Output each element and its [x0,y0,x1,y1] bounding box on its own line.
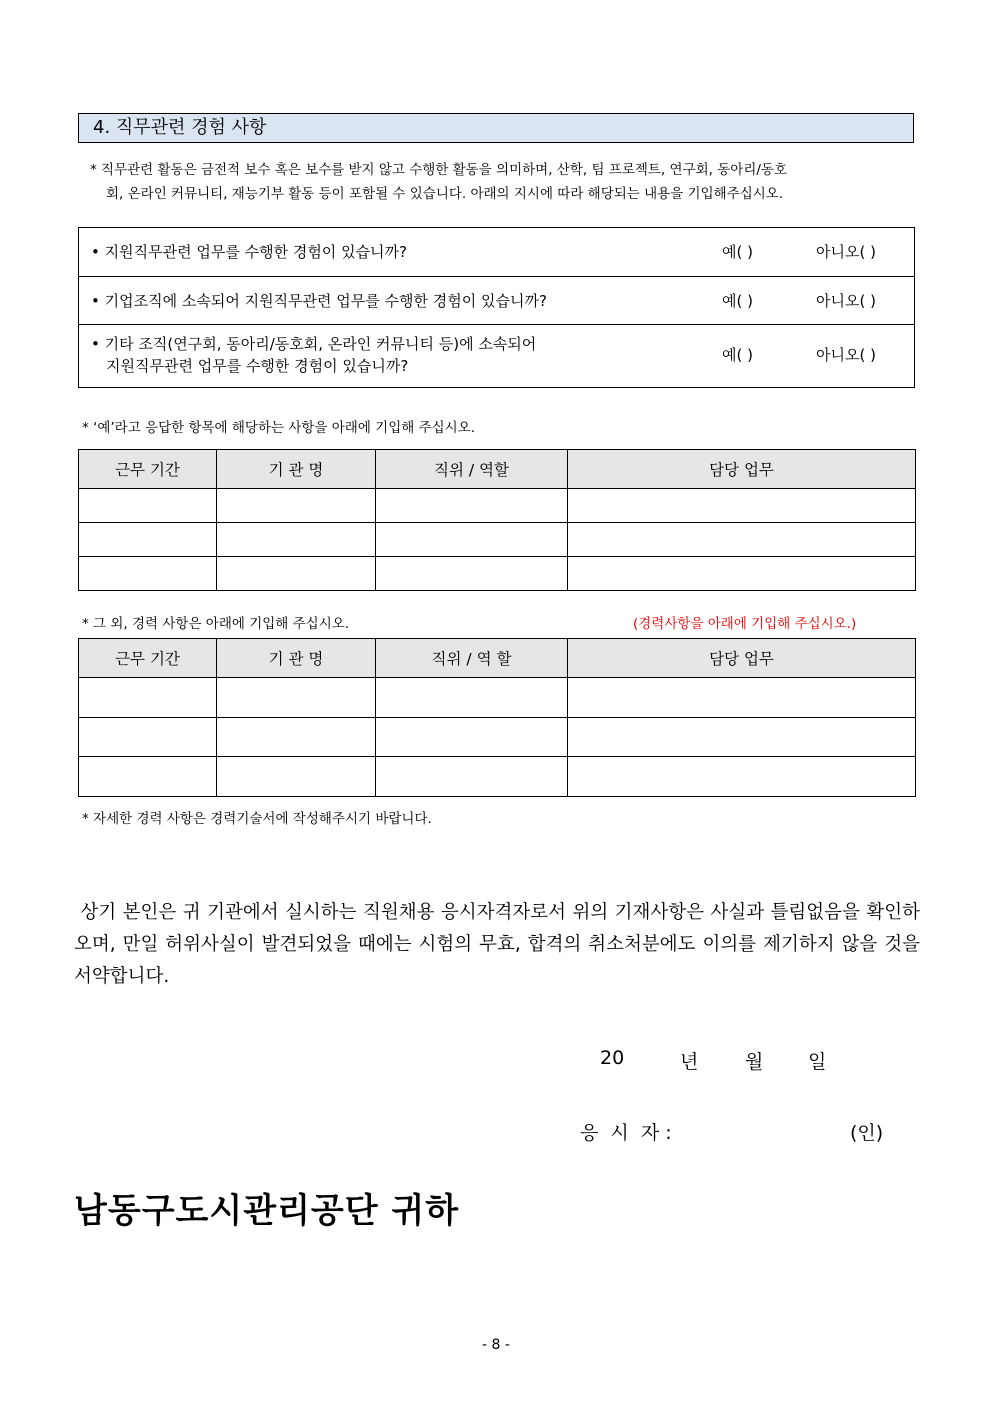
page-number: - 8 - [482,1337,510,1353]
no-checkbox[interactable]: 아니오( ) [816,346,876,364]
cell-duty[interactable] [568,718,916,757]
intro-note-line1: * 직무관련 활동은 금전적 보수 혹은 보수를 받지 않고 수행한 활동을 의미하며, 산학, 팀 프로젝트, 연구회, 동아리/동호 [90,162,788,178]
cell-period[interactable] [79,489,217,523]
section-title: 4. 직무관련 경험 사항 [78,113,914,143]
career-table [78,638,916,797]
intro-note-line2: 회, 온라인 커뮤니티, 재능기부 활동 등이 포함될 수 있습니다. 아래의 지시에 따라 해당되는 내용을 기입해주십시오. [106,186,784,202]
cell-duty[interactable] [568,557,916,591]
question-text: • 지원직무관련 업무를 수행한 경험이 있습니까? [91,243,407,261]
yes-checkbox[interactable]: 예( ) [722,292,753,310]
question-text: • 기업조직에 소속되어 지원직무관련 업무를 수행한 경험이 있습니까? [91,292,547,310]
question-text-cont: 지원직무관련 업무를 수행한 경험이 있습니까? [106,357,409,375]
question-text: • 기타 조직(연구회, 동아리/동호회, 온라인 커뮤니티 등)에 소속되어 [91,335,537,353]
yes-checkbox[interactable]: 예( ) [722,346,753,364]
cell-duty[interactable] [568,678,916,718]
question-row [79,228,914,277]
cell-org[interactable] [217,678,376,718]
cell-period[interactable] [79,718,217,757]
col-header-org: 기 관 명 [217,450,376,489]
question-row [79,325,914,387]
table2-note: * 그 외, 경력 사항은 아래에 기입해 주십시오. [82,616,350,632]
cell-org[interactable] [217,718,376,757]
table-row [79,757,916,797]
table-row [79,523,916,557]
cell-org[interactable] [217,489,376,523]
cell-role[interactable] [376,757,568,797]
experience-table [78,449,916,591]
cell-period[interactable] [79,757,217,797]
col-header-duty: 담당 업무 [568,450,916,489]
date-year-label: 년 [680,1051,699,1073]
no-checkbox[interactable]: 아니오( ) [816,292,876,310]
cell-org[interactable] [217,557,376,591]
col-header-role: 직위 / 역 할 [376,639,568,678]
applicant-label: 응 시 자 : [580,1122,672,1144]
question-box [78,227,915,388]
cell-role[interactable] [376,718,568,757]
table1-note: * ‘예’라고 응답한 항목에 해당하는 사항을 아래에 기입해 주십시오. [82,420,476,436]
cell-role[interactable] [376,489,568,523]
table-row [79,678,916,718]
cell-org[interactable] [217,757,376,797]
date-month-label: 월 [745,1051,764,1073]
cell-duty[interactable] [568,757,916,797]
cell-period[interactable] [79,523,217,557]
question-row [79,277,914,325]
date-day-label: 일 [808,1051,827,1073]
table-row [79,718,916,757]
col-header-org: 기 관 명 [217,639,376,678]
table2-note-red: (경력사항을 아래에 기입해 주십시오.) [633,616,857,632]
seal-mark: (인) [850,1122,884,1144]
detail-note: * 자세한 경력 사항은 경력기술서에 작성해주시기 바랍니다. [82,811,432,827]
date-year[interactable]: 20 [600,1047,625,1069]
col-header-duty: 담당 업무 [568,639,916,678]
cell-duty[interactable] [568,489,916,523]
declaration-text: 상기 본인은 귀 기관에서 실시하는 직원채용 응시자격자로서 위의 기재사항은 사실과 틀림없음을 확인하오며, 만일 허위사실이 발견되었을 때에는 시험의 무효, 합격의 취소처분에도 이의를 제기하지 않을 것을 서약합니다. [74,902,920,987]
col-header-period: 근무 기간 [79,450,217,489]
cell-role[interactable] [376,523,568,557]
table-row [79,557,916,591]
cell-role[interactable] [376,678,568,718]
col-header-period: 근무 기간 [79,639,217,678]
yes-checkbox[interactable]: 예( ) [722,243,753,261]
cell-org[interactable] [217,523,376,557]
cell-period[interactable] [79,557,217,591]
col-header-role: 직위 / 역할 [376,450,568,489]
recipient-title: 남동구도시관리공단 귀하 [74,1191,460,1231]
cell-duty[interactable] [568,523,916,557]
no-checkbox[interactable]: 아니오( ) [816,243,876,261]
cell-role[interactable] [376,557,568,591]
table-row [79,489,916,523]
cell-period[interactable] [79,678,217,718]
